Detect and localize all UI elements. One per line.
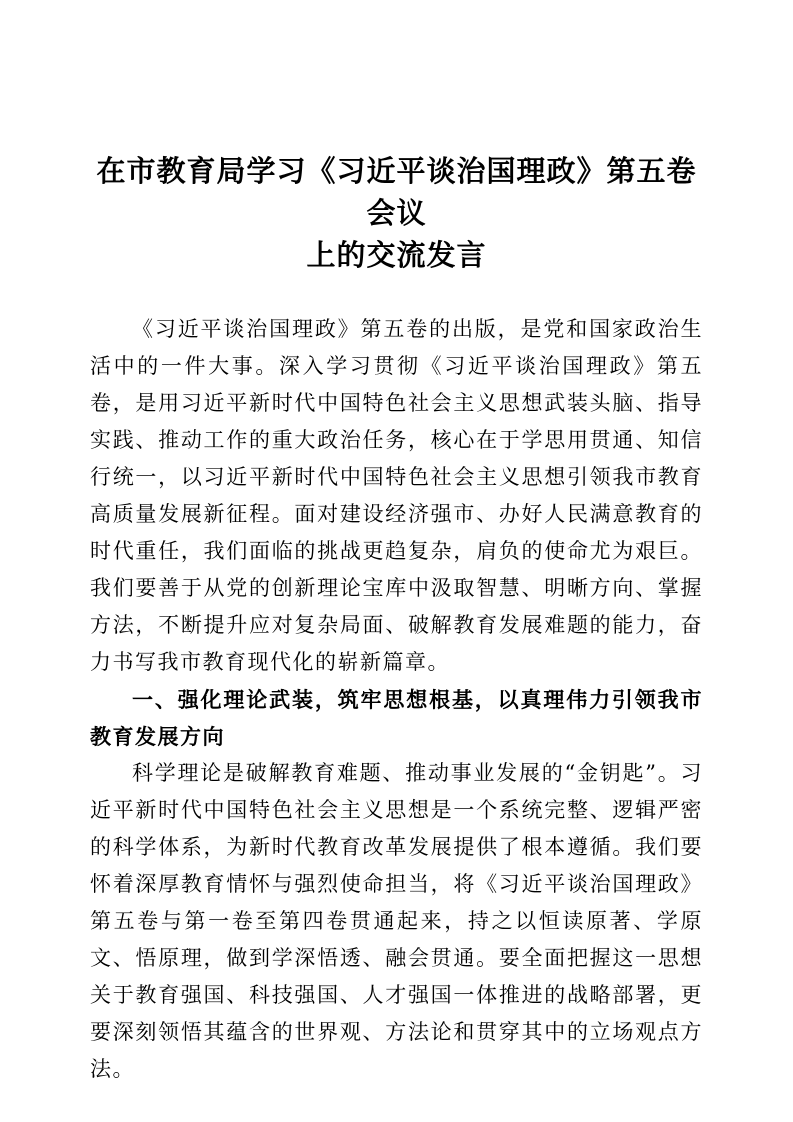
- title-line-1: 在市教育局学习《习近平谈治国理政》第五卷会议: [96, 154, 697, 230]
- document-title: [90, 150, 703, 276]
- paragraph-section-1: 科学理论是破解教育难题、推动事业发展的“金钥匙”。习近平新时代中国特色社会主义思想是一个系统完整、逻辑严密的科学体系，为新时代教育改革发展提供了根本遵循。我们要怀着深厚教育情怀与强烈使命担当，将《习近平谈治国理政》第五卷与第一卷至第四卷贯通起来，持之以恒读原著、学原文、悟原理，做到学深悟透、融会贯通。要全面把握这一思想关于教育强国、科技强国、人才强国一体推进的战略部署，更要深刻领悟其蕴含的世界观、方法论和贯穿其中的立场观点方法。: [90, 761, 703, 1081]
- section-heading-1: 一、强化理论武装，筑牢思想根基，以真理伟力引领我市教育发展方向: [90, 687, 703, 749]
- paragraph-intro: 《习近平谈治国理政》第五卷的出版，是党和国家政治生活中的一件大事。深入学习贯彻《习近平谈治国理政》第五卷，是用习近平新时代中国特色社会主义思想武装头脑、指导实践、推动工作的重大政治任务，核心在于学思用贯通、知信行统一，以习近平新时代中国特色社会主义思想引领我市教育高质量发展新征程。面对建设经济强市、办好人民满意教育的时代重任，我们面临的挑战更趋复杂，肩负的使命尤为艰巨。我们要善于从党的创新理论宝库中汲取智慧、明晰方向、掌握方法，不断提升应对复杂局面、破解教育发展难题的能力，奋力书写我市教育现代化的崭新篇章。: [90, 317, 703, 674]
- title-line-2: 上的交流发言: [306, 238, 487, 272]
